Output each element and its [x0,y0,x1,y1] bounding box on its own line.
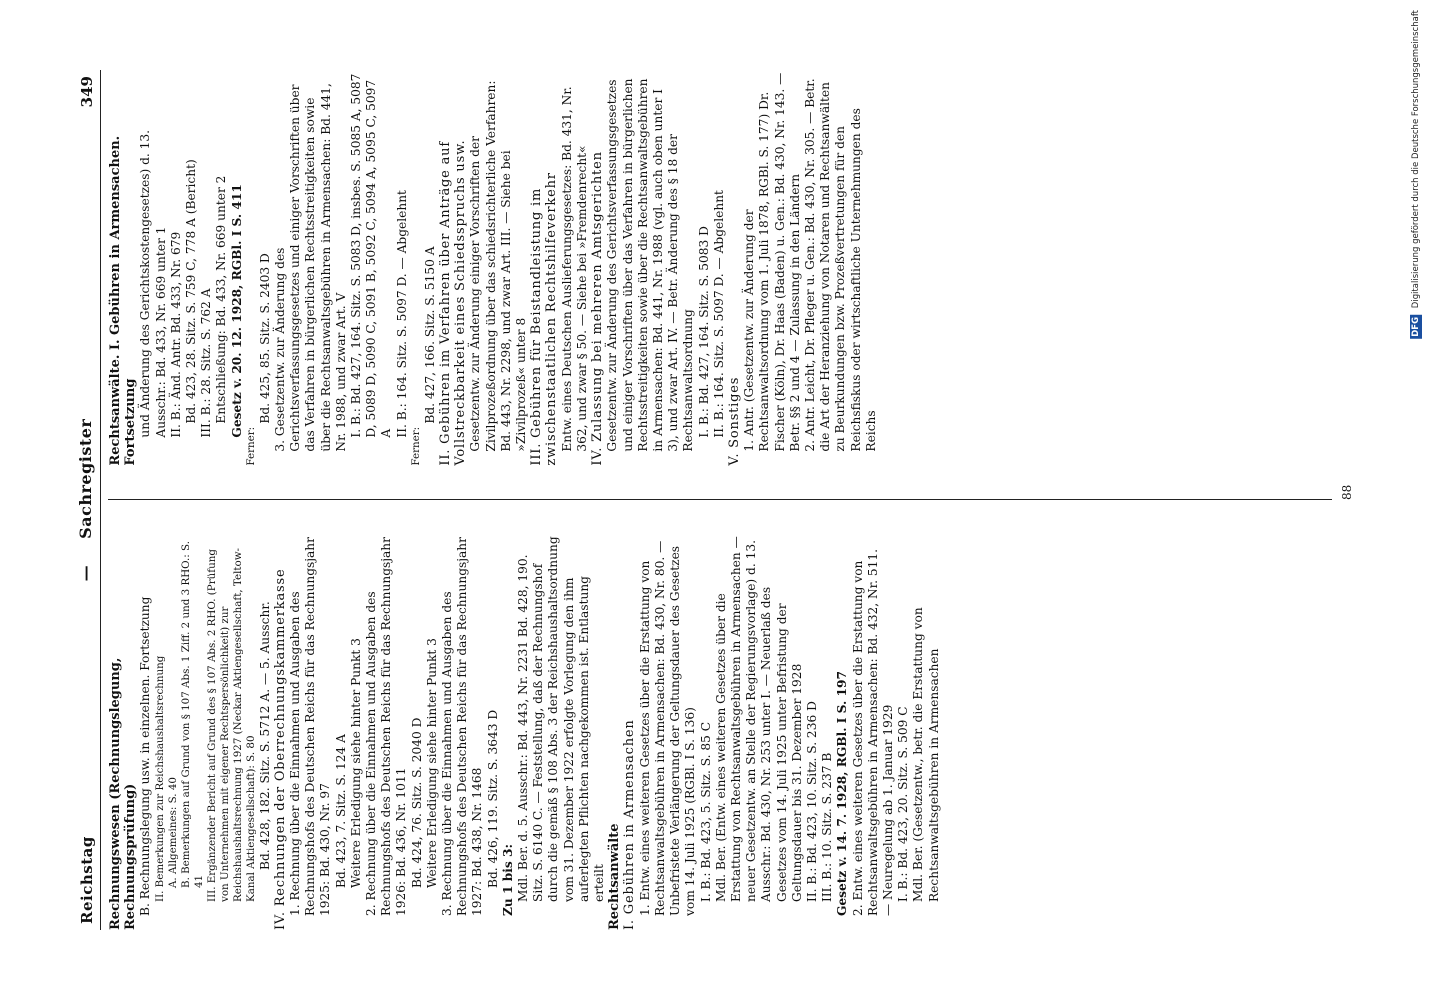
right-column-entry: Rechtsanwälte. I. Gebühren in Armensachen. Fortsetzung [108,135,139,466]
right-column-entry: V. Sonstiges [726,376,742,466]
left-column-entry: Mdl. Ber. (Gesetzentw., betr. die Erstattung von Rechtsanwaltsgebühren in Armensachen [911,607,941,902]
left-column-entry: 2. Rechnung über die Einnahmen und Ausgaben des Rechnungshofs des Deutschen Reichs für das Rechnungsjahr 1926: Bd. 436, Nr. 1011 [364,537,409,916]
right-column-entry: III. B.: 28. Sitz. S. 762 A [199,288,214,438]
right-column-entry: II. B.: 164. Sitz. S. 5097 D. — Abgelehnt [711,190,726,438]
column-divider [108,499,1332,500]
left-column-entry: A. Allgemeines: S. 40 [166,777,179,888]
left-column-entry: 3. Rechnung über die Einnahmen und Ausgaben des Rechnungshofs des Deutschen Reichs für das Rechnungsjahr 1927: Bd. 438, Nr. 1468 [440,537,485,916]
left-column-entry: Weitere Erledigung siehe hinter Punkt 3 [348,638,363,888]
right-column-entry: Entw. eines Deutschen Auslieferungsgesetzes: Bd. 431, Nr. 362, und zwar § 50. — Siehe bei »Fremdenrecht« [559,86,589,452]
left-column-entry: II. Bemerkungen zur Reichshaushaltsrechnung [153,655,166,902]
funding-note [1410,10,1422,339]
right-column-entry: Entschließung: Bd. 433, Nr. 669 unter 2 [214,175,229,424]
right-column [108,70,1332,484]
running-title-left: Reichstag [78,836,96,924]
right-column-entry: IV. Zulassung bei mehreren Amtsgerichten [590,151,606,466]
left-column-entry: I. B.: Bd. 423, 5. Sitz. S. 85 C [698,721,713,902]
right-column-entry: II. Gebühren im Verfahren über Anträge auf Vollstreckbarkeit eines Schiedsspruchs usw. [438,139,469,466]
left-column [108,516,1332,930]
dfg-logo: DFG [1411,316,1421,337]
right-column-entry: Bd. 423, 28. Sitz. S. 759 C, 778 A (Bericht) [184,159,199,424]
right-column-entry: I. B.: Bd. 427, 164. Sitz. S. 5083 D [696,226,711,438]
left-column-entry: B. Bemerkungen auf Grund von § 107 Abs. 1 Ziff. 2 und 3 RHO.: S. 41 [179,541,205,888]
left-column-entry: Mdl. Ber. d. 5. Ausschr.: Bd. 443, Nr. 2231 Bd. 428, 190. Sitz. S. 6140 C. — Feststellung, daß der Rechnungshof durch die gemäß § 108 Abs. 3 der Reichshaushaltsordnung vom 31. Dezember 1922 erfolgte Vorlegung den ihm auferlegten Pflichten nachgekommen ist. Entlastung erteilt [516,536,607,902]
side-strip [1412,0,1426,1000]
left-column-entry: Bd. 426, 119. Sitz. S. 3643 D [485,709,500,888]
right-column-entry: Ferner: [409,426,422,466]
right-column-entry: Gesetzentw. zur Änderung des Gerichtsverfassungsgesetzes und einiger Vorschriften über das Verfahren in bürgerlichen Rechtsstreitigkeiten sowie über die Rechtsanwaltsgebühren in Armensachen: Bd. 441, Nr. 1988 (vgl. auch oben unter I 3), und zwar Art. IV. — Betr. Änderung des § 18 der Rechtsanwaltsordnung [605,78,696,452]
left-column-entry: Gesetz v. 14. 7. 1928, RGBl. I S. 197 [835,671,850,916]
right-column-entry: Bd. 427, 166. Sitz. S. 5150 A [422,246,437,424]
left-column-entry: Bd. 423, 7. Sitz. S. 124 A [333,734,348,888]
left-column-entry: 1. Entw. eines weiteren Gesetzes über die Erstattung von Rechtsanwaltsgebühren in Armensachen: Bd. 430, Nr. 80. — Unbefristete Verlängerung der Geltungsdauer des Gesetzes vom 14. Juli 1925 (RGBl. I S. 136) [637,540,698,916]
left-column-entry: II. B.: Bd. 423, 10. Sitz. S. 236 D [804,701,819,902]
right-column-entry: III. Gebühren für Beistandleistung im zwischenstaatlichen Rechtshilfeverkehr [529,172,560,466]
document-page [72,30,1362,970]
signature-mark: 88 [1340,484,1354,500]
left-column-entry: B. Rechnungslegung usw. in einzelnen. Fortsetzung [138,596,153,916]
right-column-entry: II. B.: 164. Sitz. S. 5097 D. — Abgelehnt [394,190,409,438]
left-column-entry: Mdl. Ber. (Entw. eines weiteren Gesetzes über die Erstattung von Rechtsanwaltsgebühren in Armensachen — neuer Gesetzentw. an Stelle der Regierungsvorlage) d. 13. Ausschr.: Bd. 430, Nr. 253 unter I. — Neuerlaß des Gesetzes vom 14. Juli 1925 unter Befristung der Geltungsdauer bis 31. Dezember 1928 [713,536,804,902]
right-column-entry: 1. Antr. (Gesetzentw. zur Änderung der Rechtsanwaltsordnung vom 1. Juli 1878, RGBl. S. 177) Dr. Fischer (Köln), Dr. Haas (Baden) u. Gen.: Bd. 430, Nr. 143. — Betr. §§ 2 und 4 — Zulassung in den Ländern [742,72,802,452]
running-title-right: Sachregister [76,418,95,539]
left-column-entry: Zu 1 bis 3: [500,844,515,916]
left-column-entry: Bd. 424, 76. Sitz. S. 2040 D [409,717,424,888]
page-number: 349 [78,76,96,108]
right-column-entry: I. B.: Bd. 427, 164. Sitz. S. 5083 D, insbes. S. 5085 A, 5087 D, 5089 D, 5090 C, 5091 B, 5092 C, 5094 A, 5095 C, 5097 A [349,73,394,438]
right-column-entry: und Änderung des Gerichtskostengesetzes) d. 13. Ausschr.: Bd. 433, Nr. 669 unter 1 [138,129,168,438]
left-column-entry: III. Ergänzender Bericht auf Grund des § 107 Abs. 2 RHO. (Prüfung von Unternehmen mit eigener Rechtspersönlichkeit) zur Reichshaushaltsrechnung 1927 (Neckar Aktiengesellschaft, Teltow-Kanal Aktiengesellschaft): S. 80 [205,548,257,902]
left-column-entry: I. B.: Bd. 423, 20. Sitz. S. 509 C [896,706,911,902]
two-column-body [108,70,1354,930]
right-column-entry: Ferner: [244,426,257,466]
page-header [72,70,101,930]
right-column-entry: Bd. 425, 85. Sitz. S. 2403 D [257,253,272,424]
running-title-center [76,70,95,930]
right-column-entry: Gesetzentw. zur Änderung einiger Vorschriften der Zivilprozeßordnung über das schiedsrichterliche Verfahren: Bd. 443, Nr. 2298, und zwar Art. III. — Siehe bei »Zivilprozeß« unter 8 [468,80,529,452]
left-column-entry: IV. Rechnungen der Oberrechnungskammerkasse [272,568,288,930]
left-column-entry: 1. Rechnung über die Einnahmen und Ausgaben des Rechnungshofs des Deutschen Reichs für das Rechnungsjahr 1925: Bd. 430, Nr. 97 [288,537,333,916]
left-column-entry: Bd. 428, 182. Sitz. S. 5712 A. — 5. Ausschr. [257,601,272,870]
right-column-entry: 3. Gesetzentw. zur Änderung des Gerichtsverfassungsgesetzes und einiger Vorschriften über das Verfahren in bürgerlichen Rechtsstreitigkeiten sowie über die Rechtsanwaltsgebühren in Armensachen: Bd. 441, Nr. 1988, und zwar Art. V [273,83,348,452]
header-dash: — [76,564,95,582]
left-column-entry: I. Gebühren in Armensachen [622,719,638,930]
funding-text: Digitalisierung gefördert durch die Deutsche Forschungsgemeinschaft [1411,10,1421,309]
left-column-entry: 2. Entw. eines weiteren Gesetzes über die Erstattung von Rechtsanwaltsgebühren in Armensachen: Bd. 432, Nr. 511. — Neuregelung ab 1. Januar 1929 [850,548,895,916]
left-column-entry: Weitere Erledigung siehe hinter Punkt 3 [424,638,439,888]
right-column-entry: II. B.: Änd. Antr. Bd. 433, Nr. 679 [168,231,183,438]
left-column-entry: III. B.: 10. Sitz. S. 237 B [820,752,835,902]
left-column-entry: Rechtsanwälte [607,823,623,930]
left-column-entry: Rechnungswesen (Rechnungslegung, Rechnungsprüfung) [108,657,139,930]
right-column-entry: Gesetz v. 20. 12. 1928, RGBl. I S. 411 [229,184,244,438]
right-column-entry: 2. Antr. Leicht, Dr. Pfleger u. Gen.: Bd. 430, Nr. 305. — Betr. die Art der Heranziehung von Notaren und Rechtsanwälten zu Beurkundungen bzw. Prozeßvertretungen für den Reichsfiskus oder wirtschaftliche Unternehmungen des Reichs [802,78,878,452]
